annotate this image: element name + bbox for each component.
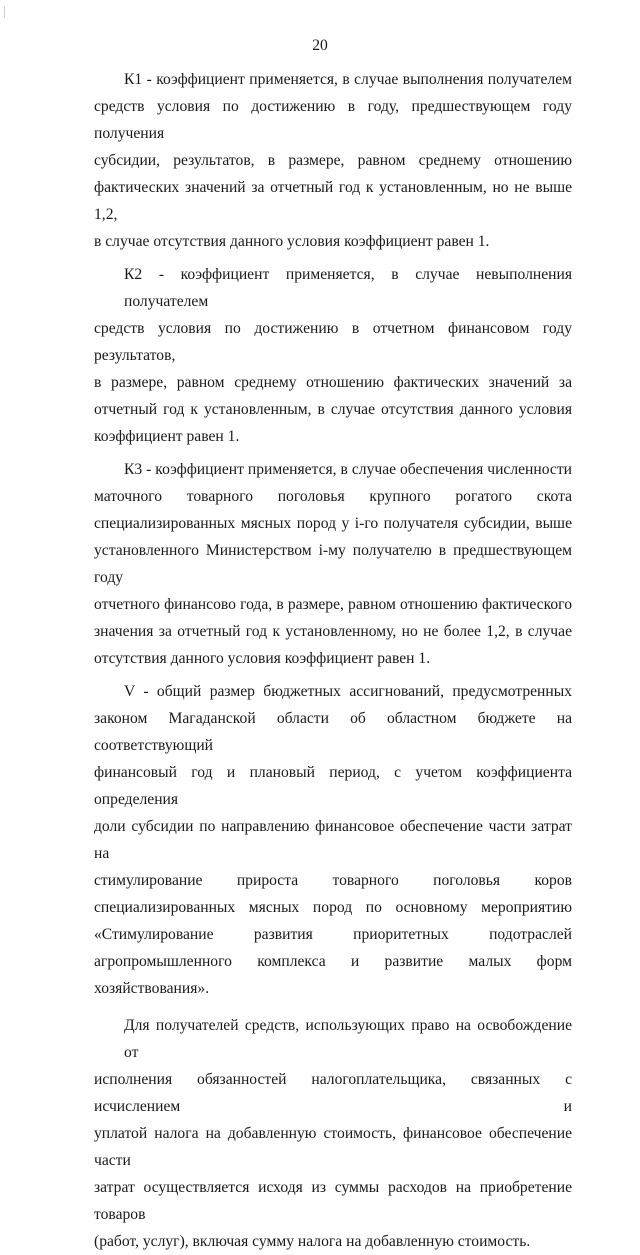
text-line: отчетный год к установленным, в случае отсутствия данного условия [94, 401, 572, 418]
text-line: К3 - коэффициент применяется, в случае обеспечения численности [124, 461, 572, 478]
text-line: уплатой налога на добавленную стоимость, финансовое обеспечение части [94, 1125, 572, 1169]
text-line: агропромышленного комплекса и развитие малых форм хозяйствования». [94, 953, 572, 997]
document-body [94, 66, 572, 1255]
text-line: отсутствия данного условия коэффициент равен 1. [94, 650, 431, 667]
text-line: К2 - коэффициент применяется, в случае невыполнения получателем [124, 266, 572, 310]
text-line: значения за отчетный год к установленному, но не более 1,2, в случае [94, 623, 572, 640]
text-line: доли субсидии по направлению финансовое обеспечение части затрат на [94, 818, 572, 862]
paragraph-k1 [94, 66, 572, 255]
text-line: V - общий размер бюджетных ассигнований, предусмотренных [124, 683, 572, 700]
text-line: в размере, равном среднему отношению фактических значений за [94, 374, 572, 391]
text-line: законом Магаданской области об областном бюджете на соответствующий [94, 710, 572, 754]
text-line: средств условия по достижению в отчетном финансовом году результатов, [94, 320, 572, 364]
text-line: в случае отсутствия данного условия коэффициент равен 1. [94, 233, 490, 250]
text-line: отчетного финансово года, в размере, равном отношению фактического [94, 596, 572, 613]
paragraph-k3 [94, 456, 572, 672]
text-line: стимулирование прироста товарного поголовья коров [94, 872, 572, 889]
text-line: субсидии, результатов, в размере, равном среднему отношению [94, 152, 572, 169]
paragraph-vat-note [94, 1012, 572, 1255]
text-line: К1 - коэффициент применяется, в случае выполнения получателем [124, 71, 572, 88]
text-line: коэффициент равен 1. [94, 428, 240, 445]
text-line: фактических значений за отчетный год к установленным, но не выше 1,2, [94, 179, 572, 223]
paragraph-v [94, 678, 572, 1002]
text-line: финансовый год и плановый период, с учетом коэффициента определения [94, 764, 572, 808]
text-line: специализированных мясных пород у i-го получателя субсидии, выше [94, 515, 572, 532]
page-number: 20 [312, 37, 328, 54]
text-line: Для получателей средств, использующих право на освобождение от [124, 1017, 572, 1061]
text-line: затрат осуществляется исходя из суммы расходов на приобретение товаров [94, 1179, 572, 1223]
text-line: специализированных мясных пород по основному мероприятию [94, 899, 572, 916]
text-line: средств условия по достижению в году, предшествующем году получения [94, 98, 572, 142]
text-line: (работ, услуг), включая сумму налога на добавленную стоимость. [94, 1233, 531, 1250]
text-line: маточного товарного поголовья крупного рогатого скота [94, 488, 572, 505]
scan-edge-mark [4, 6, 7, 18]
text-line: «Стимулирование развития приоритетных подотраслей [94, 926, 572, 943]
paragraph-k2 [94, 261, 572, 450]
text-line: исполнения обязанностей налогоплательщика, связанных с исчислением и [94, 1071, 572, 1115]
text-line: установленного Министерством i-му получателю в предшествующем году [94, 542, 572, 586]
